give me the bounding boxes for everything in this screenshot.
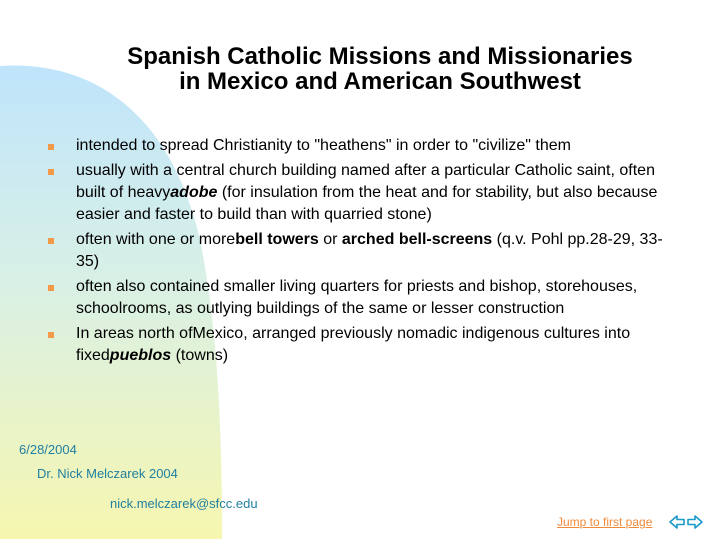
- square-bullet-icon: [48, 169, 54, 175]
- title-line-2: in Mexico and American Southwest: [179, 68, 581, 95]
- bullet-text: (for insulation from the heat and for stability, but also because easier and faster to build than with quarried stone): [76, 184, 658, 223]
- bullet-emphasis: arched bell-screens: [341, 231, 493, 248]
- bullet-item: [48, 160, 668, 226]
- bullet-emphasis: bell towers: [235, 231, 319, 248]
- jump-to-first-page-link[interactable]: Jump to first page: [557, 515, 653, 529]
- bullet-text: (towns): [171, 347, 229, 364]
- bullet-emphasis: pueblos: [109, 347, 172, 364]
- bullet-item: [48, 229, 668, 273]
- title-line-1: Spanish Catholic Missions and Missionaries: [127, 43, 633, 70]
- square-bullet-icon: [48, 332, 54, 338]
- bullet-list: [48, 135, 668, 370]
- arrow-right-icon[interactable]: [686, 513, 704, 531]
- bullet-text: usually with a central church building named after a particular Catholic saint, often built of heavy: [76, 162, 655, 201]
- bullet-text: intended to spread Christianity to "heathens" in order to "civilize" them: [76, 137, 571, 154]
- bullet-text: or: [318, 231, 342, 248]
- footer-date: 6/28/2004: [19, 442, 77, 457]
- square-bullet-icon: [48, 285, 54, 291]
- bullet-item: [48, 135, 668, 157]
- square-bullet-icon: [48, 144, 54, 150]
- bullet-emphasis: adobe: [170, 184, 218, 201]
- slide-title: [60, 44, 700, 94]
- bullet-text: often also contained smaller living quarters for priests and bishop, storehouses, schoolrooms, as outlying buildings of the same or lesser construction: [76, 278, 638, 317]
- bullet-text: Mexico: [192, 325, 244, 342]
- square-bullet-icon: [48, 238, 54, 244]
- footer-author: Dr. Nick Melczarek 2004: [37, 466, 178, 481]
- bullet-text: often with one or more: [76, 231, 236, 248]
- bullet-text: In areas north of: [76, 325, 193, 342]
- bullet-item: [48, 276, 668, 320]
- bullet-text: , arranged previously nomadic indigenous cultures into fixed: [76, 325, 631, 364]
- arrow-left-icon[interactable]: [668, 513, 686, 531]
- footer-email: nick.melczarek@sfcc.edu: [110, 496, 258, 511]
- bullet-item: [48, 323, 668, 367]
- bullet-text: (q.v. Pohl pp.28-29, 33-35): [76, 231, 663, 270]
